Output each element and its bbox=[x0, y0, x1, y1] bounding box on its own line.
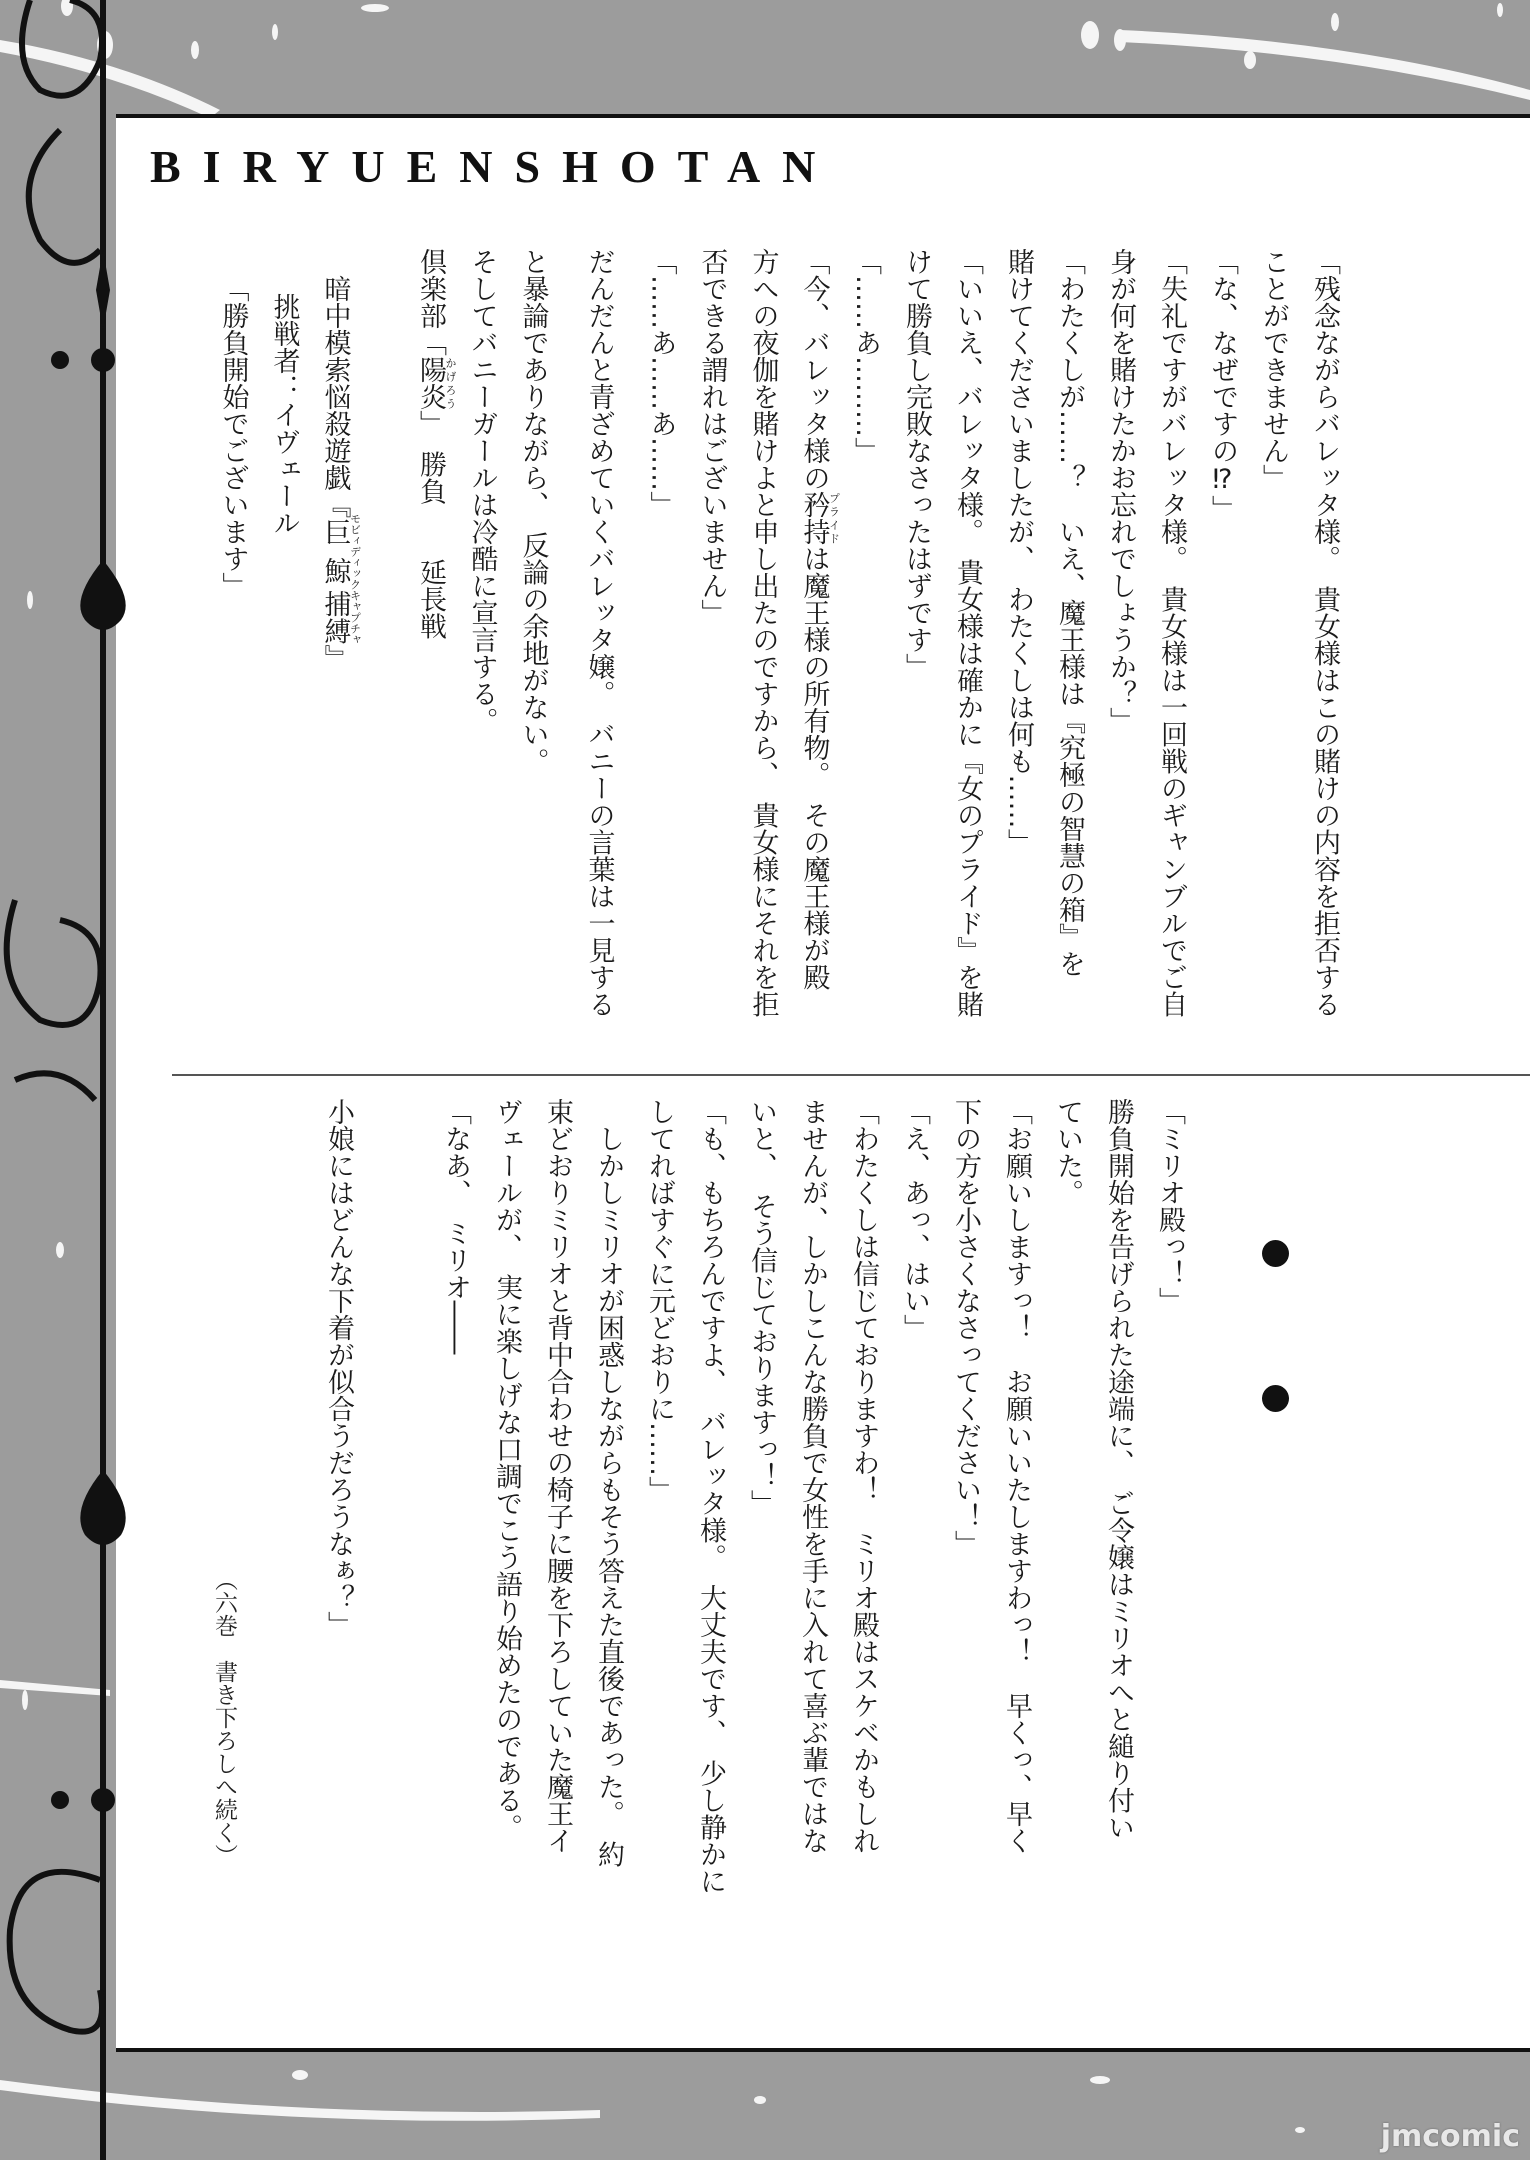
text-column bbox=[1299, 248, 1350, 1068]
text-column bbox=[1146, 248, 1197, 1068]
text-column bbox=[789, 248, 841, 1068]
text-segment: 「え、あっ、はい」 bbox=[899, 1098, 930, 1341]
text-column bbox=[532, 1098, 583, 1918]
text-segment: 否できる謂れはございません」 bbox=[696, 248, 728, 626]
continuation-note: （六巻 書き下ろしへ続く） bbox=[211, 1568, 237, 1867]
text-segment: 「お願いしますっ！ お願いいたしますわっ！ 早くっ、早く bbox=[1001, 1098, 1032, 1854]
ruby-base: 捕縛 bbox=[319, 590, 351, 645]
text-column bbox=[457, 248, 508, 1068]
text-segment: 勝負開始を告げられた途端に、 ご令嬢はミリオへと縋り付い bbox=[1103, 1098, 1134, 1841]
text-segment: ませんが、しかしこんな勝負で女性を手に入れて喜ぶ輩ではな bbox=[797, 1098, 828, 1854]
section-divider bbox=[172, 1074, 1530, 1076]
text-column bbox=[840, 248, 891, 1068]
text-segment: しかしミリオが困惑しながらもそう答えた直後であった。 約 bbox=[593, 1098, 624, 1868]
text-column bbox=[1197, 248, 1248, 1068]
text-segment: 「いいえ、バレッタ様。 貴女様は確かに『女のプライド』を賭 bbox=[952, 248, 983, 1018]
text-segment: してればすぐに元どおりに……」 bbox=[644, 1098, 675, 1503]
watermark-logo: jmcomic bbox=[1380, 2119, 1520, 2154]
text-segment: 「も、もちろんですよ、 バレッタ様。 大丈夫です、 少し静かに bbox=[695, 1098, 726, 1895]
ruby-reading: かげろう bbox=[444, 356, 457, 410]
text-segment: 賭けてくださいましたが、 わたくしは何も……」 bbox=[1003, 248, 1034, 856]
text-column bbox=[405, 248, 457, 1068]
text-segment: 束どおりミリオと背中合わせの椅子に腰を下ろしていた魔王イ bbox=[542, 1098, 573, 1854]
text-segment: 下の方を小さくなさってください！」 bbox=[950, 1098, 981, 1557]
text-segment: 「……あ……あ……」 bbox=[645, 248, 677, 518]
text-column bbox=[685, 1098, 736, 1918]
text-column bbox=[736, 1098, 787, 1918]
text-column bbox=[687, 248, 738, 1068]
text-segment: と暴論でありながら、 反論の余地がない。 bbox=[517, 248, 549, 775]
text-segment: そしてバニーガールは冷酷に宣言する。 bbox=[466, 248, 498, 734]
text-column bbox=[1093, 1098, 1144, 1918]
text-segment: 挑戦者：イヴェール bbox=[268, 293, 300, 536]
ruby-word bbox=[798, 491, 841, 545]
text-column bbox=[991, 1098, 1042, 1918]
ruby-reading: モビィディック bbox=[348, 513, 362, 590]
text-column bbox=[508, 248, 559, 1068]
text-column bbox=[940, 1098, 991, 1918]
text-column bbox=[634, 1098, 685, 1918]
text-column bbox=[942, 248, 993, 1068]
text-segment: 「ミリオ殿っ！」 bbox=[1154, 1098, 1185, 1314]
bottom-text-block bbox=[313, 1098, 1195, 1918]
text-segment: 「わたくしは信じておりますわ！ ミリオ殿はスケベかもしれ bbox=[848, 1098, 879, 1854]
text-column bbox=[310, 248, 362, 1068]
text-column bbox=[583, 1098, 634, 1918]
text-segment: 「残念ながらバレッタ様。 貴女様はこの賭けの内容を拒否する bbox=[1309, 248, 1340, 1018]
text-column bbox=[787, 1098, 838, 1918]
text-segment: けて勝負し完敗なさったはずです」 bbox=[901, 248, 932, 680]
text-segment: 方への夜伽を賭けよと申し出たのですから、 貴女様にそれを拒 bbox=[747, 248, 779, 1018]
text-column bbox=[1248, 248, 1299, 1068]
ruby-base: 矜持 bbox=[798, 491, 830, 545]
text-column bbox=[1042, 1098, 1093, 1918]
text-column bbox=[738, 248, 789, 1068]
text-segment: 』 bbox=[319, 644, 351, 672]
top-text-block bbox=[204, 248, 1351, 1068]
text-segment: 「今、バレッタ様の bbox=[798, 248, 830, 491]
text-segment: 「な、なぜですの⁉」 bbox=[1207, 248, 1238, 522]
ornamental-border-icon bbox=[0, 0, 130, 2160]
text-column bbox=[636, 248, 687, 1068]
text-column bbox=[1144, 1098, 1195, 1918]
text-column bbox=[889, 1098, 940, 1918]
ruby-base: 巨鯨 bbox=[319, 513, 351, 590]
text-segment: ていた。 bbox=[1052, 1098, 1083, 1206]
text-column bbox=[1044, 248, 1095, 1068]
text-column bbox=[574, 248, 625, 1068]
text-segment: ことができません」 bbox=[1258, 248, 1289, 491]
text-segment: 」 勝負 延長戦 bbox=[415, 410, 446, 640]
text-column bbox=[891, 248, 942, 1068]
text-column bbox=[259, 248, 310, 1068]
ruby-reading: プライド bbox=[827, 491, 841, 545]
ruby-word bbox=[415, 356, 457, 410]
text-segment: 暗中模索悩殺遊戯『 bbox=[319, 275, 351, 518]
text-segment: は魔王様の所有物。 その魔王様が殿 bbox=[798, 545, 830, 991]
text-segment: 「なあ、 ミリオ―― bbox=[440, 1098, 471, 1355]
text-segment: 小娘にはどんな下着が似合うだろうなぁ？」 bbox=[323, 1098, 354, 1638]
text-segment: ヴェールが、 実に楽しげな口調でこう語り始めたのである。 bbox=[491, 1098, 522, 1841]
text-segment: 身が何を賭けたかお忘れでしょうか？」 bbox=[1105, 248, 1136, 734]
text-column bbox=[430, 1098, 481, 1918]
text-segment: 「わたくしが……？ いえ、魔王様は『究極の智慧の箱』を bbox=[1054, 248, 1085, 977]
text-segment: 「失礼ですがバレッタ様。 貴女様は一回戦のギャンブルでご自 bbox=[1156, 248, 1187, 1018]
text-column bbox=[208, 248, 259, 1068]
text-column bbox=[993, 248, 1044, 1068]
text-segment: 「……あ………」 bbox=[850, 248, 881, 464]
ruby-reading: キャプチャ bbox=[348, 590, 362, 645]
text-column bbox=[838, 1098, 889, 1918]
text-column bbox=[313, 1098, 364, 1918]
text-segment: だんだんと青ざめていくバレッタ嬢。 バニーの言葉は一見する bbox=[583, 248, 615, 1018]
ruby-base: 陽炎 bbox=[415, 356, 446, 410]
text-column bbox=[1095, 248, 1146, 1068]
scene-break-dot bbox=[1262, 1385, 1289, 1412]
ruby-word bbox=[319, 513, 362, 590]
text-segment: 「勝負開始でございます」 bbox=[217, 275, 249, 599]
scene-break-dot bbox=[1262, 1240, 1289, 1267]
text-column bbox=[481, 1098, 532, 1918]
ruby-word bbox=[319, 590, 362, 645]
text-segment: 倶楽部「 bbox=[415, 248, 446, 356]
series-title-logo: BIRYUENSHOTAN bbox=[150, 141, 838, 192]
text-segment: いと、 そう信じておりますっ！」 bbox=[746, 1098, 777, 1517]
